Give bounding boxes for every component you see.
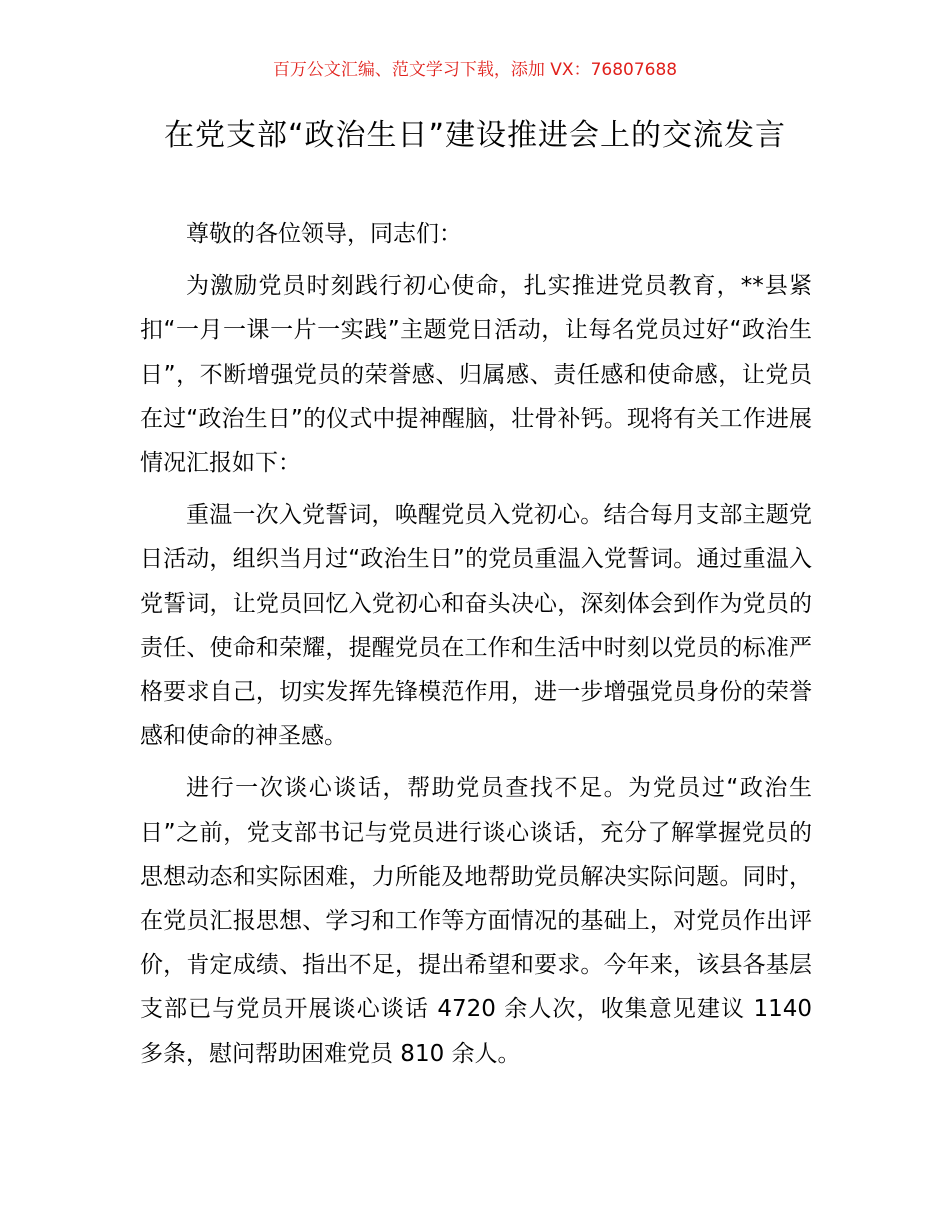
document-title: 在党支部“政治生日”建设推进会上的交流发言 (163, 118, 787, 153)
document-body (140, 212, 812, 1084)
greeting: 尊敬的各位领导，同志们： (186, 221, 462, 247)
paragraph-intro: 为激励党员时刻践行初心使命，扎实推进党员教育，**县紧扣“一月一课一片一实践”主题党日活动，让每名党员过好“政治生日”，不断增强党员的荣誉感、归属感、责任感和使命感，让党员在过“政治生日”的仪式中提神醒脑，壮骨补钙。现将有关工作进展情况汇报如下： (140, 273, 812, 477)
paragraph-oath: 重温一次入党誓词，唤醒党员入党初心。结合每月支部主题党日活动，组织当月过“政治生日”的党员重温入党誓词。通过重温入党誓词，让党员回忆入党初心和奋头决心，深刻体会到作为党员的责任、使命和荣耀，提醒党员在工作和生活中时刻以党员的标准严格要求自己，切实发挥先锋模范作用，进一步增强党员身份的荣誉感和使命的神圣感。 (140, 502, 812, 750)
paragraph-talk: 进行一次谈心谈话，帮助党员查找不足。为党员过“政治生日”之前，党支部书记与党员进行谈心谈话，充分了解掌握党员的思想动态和实际困难，力所能及地帮助党员解决实际问题。同时，在党员汇报思想、学习和工作等方面情况的基础上，对党员作出评价，肯定成绩、指出不足，提出希望和要求。今年来，该县各基层支部已与党员开展谈心谈话 4720 余人次，收集意见建议 1140 多条，慰问帮助困难党员 810 余人。 (140, 775, 812, 1067)
header-banner: 百万公文汇编、范文学习下载，添加 VX：76807688 (272, 60, 678, 80)
